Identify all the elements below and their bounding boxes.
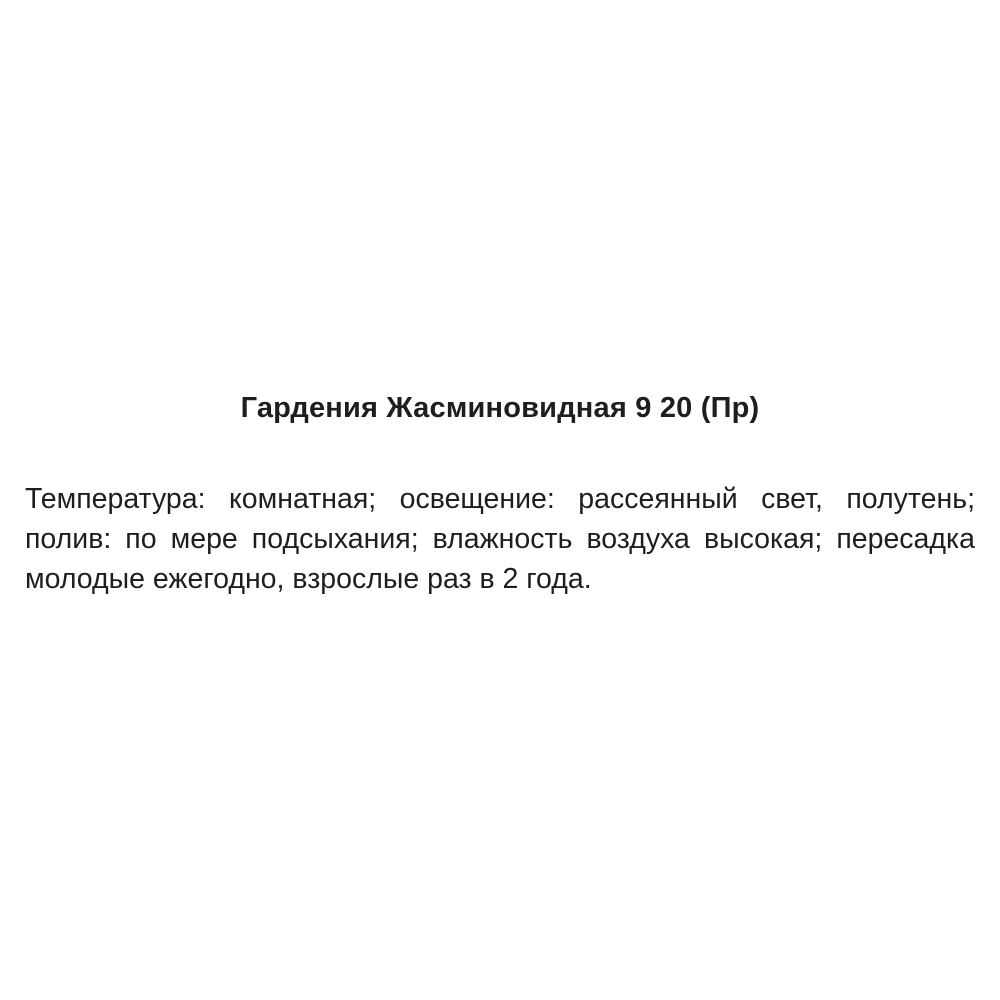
care-instructions-text: Температура: комнатная; освещение: рассеянный свет, полутень; полив: по мере подсыхания; влажность воздуха высокая; пересадка молодые ежегодно, взрослые раз в 2 года. [25, 483, 975, 595]
product-title: Гардения Жасминовидная 9 20 (Пр) [240, 392, 760, 424]
